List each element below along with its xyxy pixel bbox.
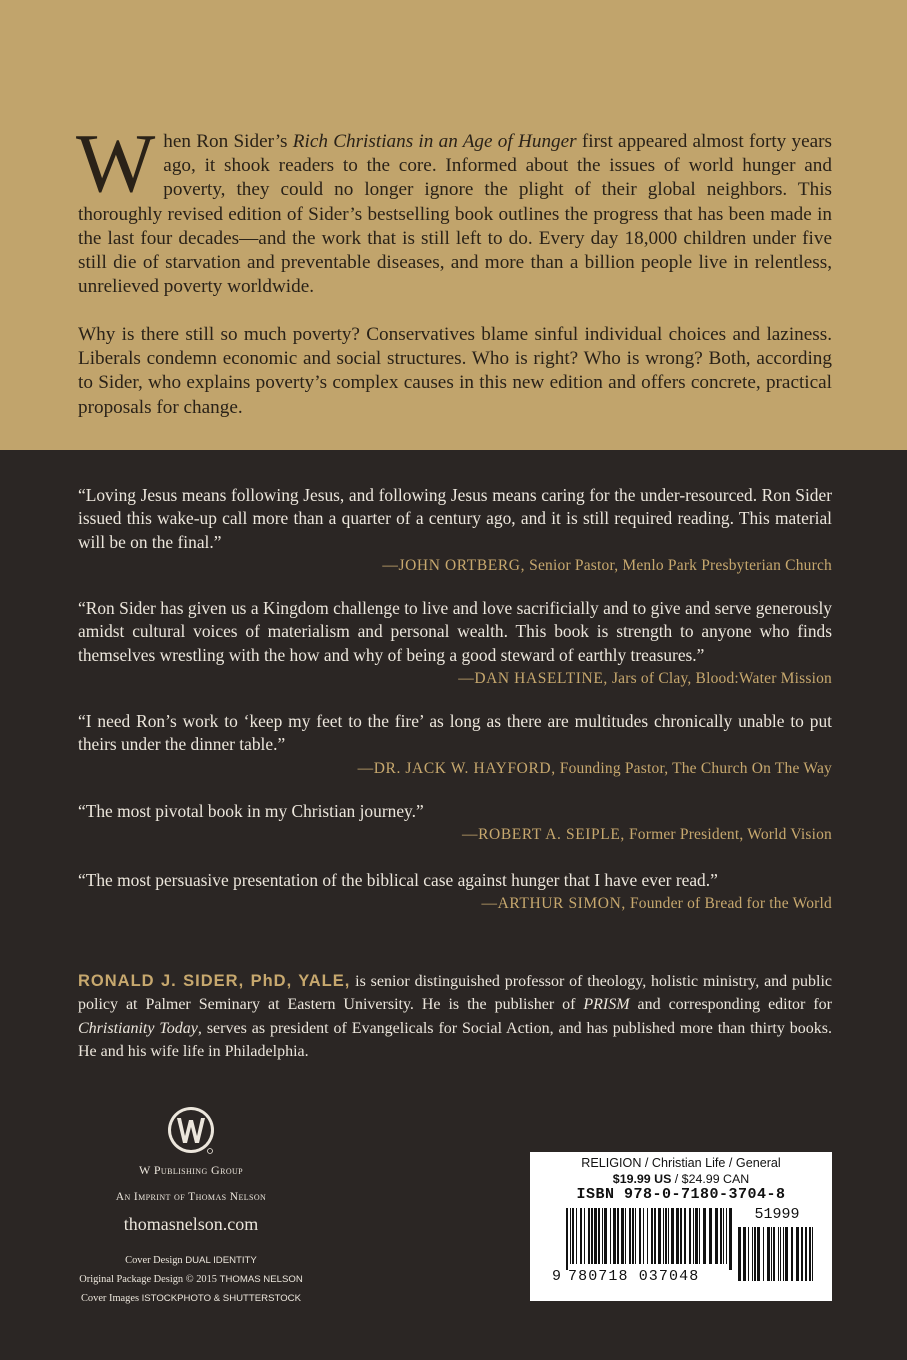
isbn-text: ISBN 978-0-7180-3704-8 [576, 1186, 786, 1203]
endorsement [78, 710, 832, 780]
endorser-name: —DAN HASELTINE, [458, 670, 608, 688]
publication-name: Christianity Today [78, 1019, 198, 1037]
barcode-stripe [684, 1208, 686, 1264]
endorser-name: —ROBERT A. SEIPLE, [462, 826, 625, 844]
barcode-stripe [752, 1227, 753, 1281]
barcode-stripe [757, 1227, 760, 1281]
barcode-stripe [796, 1227, 799, 1281]
barcode-stripe [654, 1208, 656, 1264]
endorsement [78, 869, 832, 915]
barcode-stripe [693, 1208, 694, 1264]
barcode-stripe [591, 1208, 593, 1264]
barcode-stripe [778, 1227, 779, 1281]
barcode-stripe [570, 1208, 571, 1264]
barcode-stripe [754, 1227, 756, 1281]
barcode-stripe [801, 1227, 803, 1281]
credit-label: Cover Images [81, 1293, 142, 1304]
barcode-stripe [613, 1208, 616, 1264]
endorsement-attribution [78, 824, 832, 846]
barcode-stripe [668, 1208, 669, 1264]
publisher-logo-icon [166, 1105, 216, 1159]
barcode-stripe [610, 1208, 611, 1264]
credit-label: Cover Design [125, 1255, 186, 1266]
barcode-stripe [658, 1208, 661, 1264]
barcode-stripe [663, 1208, 664, 1264]
drop-cap: W [76, 117, 156, 210]
barcode-stripe [665, 1208, 667, 1264]
book-title: Rich Christians in an Age of Hunger [292, 131, 577, 152]
credit-value: DUAL IDENTITY [185, 1255, 257, 1266]
publisher-name: W Publishing Group [138, 1163, 244, 1177]
barcode-stripe [617, 1208, 619, 1264]
endorsement-text: “The most pivotal book in my Christian journey.” [78, 801, 424, 821]
barcode-stripe [715, 1208, 718, 1264]
endorsement-text: “Ron Sider has given us a Kingdom challenge to live and love sacrificially and to give and serve generously amidst cultural voices of materialism and personal wealth. This book is strength to anyone who finds themselves wrestling with the how and why of being a good steward of earthly treasures.” [78, 598, 832, 665]
endorser-role: Senior Pastor, Menlo Park Presbyterian Church [525, 557, 832, 575]
barcode-stripe [643, 1208, 644, 1264]
barcode-stripe [651, 1208, 653, 1264]
endorser-name: —DR. JACK W. HAYFORD, [357, 759, 556, 777]
barcode-stripe [647, 1208, 648, 1264]
endorsement-text: “The most persuasive presentation of the biblical case against hunger that I have ever read.” [78, 870, 718, 890]
barcode-stripe [629, 1208, 631, 1264]
blurb-text: first appeared almost forty years ago, it shook readers to the core. Informed about the issues of world hunger and poverty, they could no longer ignore the plight of their global neighbors. This thoroughly revised edition of Sider’s bestselling book outlines the progress that has been made in the last four decades—and the work that is still left to do. Every day 18,000 children under five still die of starvation and preventable diseases, and more than a billion people live in relentless, unrelieved poverty worldwide. [78, 131, 833, 298]
cover-credit [60, 1274, 322, 1285]
barcode-stripe [566, 1208, 568, 1270]
credit-value: THOMAS NELSON [219, 1274, 303, 1285]
endorsement-attribution [78, 758, 832, 780]
blurb-paragraph-1 [76, 117, 833, 299]
blurb-text: hen Ron Sider’s [163, 131, 293, 152]
barcode-stripe [584, 1208, 585, 1264]
barcode-stripe [773, 1227, 775, 1281]
blurb-text: Why is there still so much poverty? Conservatives blame sinful individual choices and laziness. Liberals condemn economic and social structures. Who is right? Who is wrong? Both, according to Sider, who explains poverty’s complex causes in this new edition and offers concrete, practical proposals for change. [78, 324, 832, 418]
barcode-stripe [604, 1208, 607, 1264]
author-name: RONALD J. SIDER, PhD, YALE, [78, 972, 351, 990]
barcode-label [530, 1152, 832, 1301]
barcode-stripe [588, 1208, 590, 1264]
barcode-stripe [594, 1208, 597, 1264]
barcode-stripe [805, 1227, 807, 1281]
endorsement-text: “I need Ron’s work to ‘keep my feet to the fire’ as long as there are multitudes chronically unable to put theirs under the dinner table.” [78, 711, 832, 755]
endorser-role: Former President, World Vision [624, 826, 832, 844]
credit-label: Original Package Design © 2015 [79, 1274, 220, 1285]
endorsement [78, 484, 832, 577]
barcode-stripe [812, 1227, 813, 1281]
barcode-stripe [767, 1227, 770, 1281]
barcode-stripe [783, 1227, 784, 1281]
publisher-url: thomasnelson.com [123, 1214, 259, 1234]
endorser-role: Founder of Bread for the World [625, 895, 832, 913]
addon-barcode-icon [738, 1227, 816, 1281]
endorser-name: —JOHN ORTBERG, [382, 557, 526, 575]
author-bio [78, 970, 832, 1064]
barcode-stripe [572, 1208, 574, 1264]
endorsement [78, 597, 832, 690]
bio-text: and corresponding editor for [629, 996, 832, 1014]
endorsement-attribution [78, 555, 832, 577]
barcode-digits: 780718 037048 [568, 1268, 700, 1285]
bio-text: is senior distinguished professor of theology, holistic ministry, and public policy at Palmer Seminary at Eastern University. He is the publisher of [78, 973, 832, 1014]
endorsement-attribution [78, 893, 832, 915]
barcode-stripe [695, 1208, 698, 1264]
barcode-lead-digit: 9 [552, 1268, 562, 1285]
barcode-stripe [602, 1208, 603, 1264]
barcode-stripe [809, 1227, 811, 1281]
price-text [530, 1172, 832, 1186]
price-addon-digits: 51999 [754, 1206, 800, 1223]
barcode-stripe [785, 1227, 788, 1281]
bio-text: , serves as president of Evangelicals for Social Action, and has published more than thirty books. He and his wife life in Philadelphia. [78, 1019, 832, 1061]
publication-name: PRISM [583, 996, 630, 1014]
price-can: / $24.99 CAN [671, 1172, 750, 1186]
barcode-stripe [676, 1208, 679, 1264]
barcode-stripe [671, 1208, 674, 1264]
barcode-stripe [699, 1208, 700, 1264]
barcode-stripe [621, 1208, 624, 1264]
barcode-icon [566, 1208, 732, 1270]
barcode-stripe [709, 1208, 712, 1264]
endorser-name: —ARTHUR SIMON, [481, 895, 626, 913]
credit-value: ISTOCKPHOTO & SHUTTERSTOCK [141, 1293, 301, 1304]
blurb-paragraph-2 [78, 323, 832, 420]
barcode-stripe [625, 1208, 626, 1264]
barcode-stripe [743, 1227, 746, 1281]
barcode-stripe [729, 1208, 732, 1270]
barcode-stripe [723, 1208, 724, 1264]
barcode-stripe [703, 1208, 706, 1264]
endorsement-attribution [78, 668, 832, 690]
barcode-stripe [771, 1227, 772, 1281]
barcode-stripe [720, 1208, 722, 1264]
barcode-stripe [598, 1208, 600, 1264]
endorser-role: Founding Pastor, The Church On The Way [555, 759, 832, 777]
barcode-stripe [689, 1208, 691, 1264]
barcode-stripe [726, 1208, 727, 1264]
barcode-stripe [738, 1227, 741, 1281]
cover-credit [60, 1255, 322, 1266]
endorsement-text: “Loving Jesus means following Jesus, and following Jesus means caring for the under-resourced. Ron Sider issued this wake-up call more than a quarter of a century ago, and it is still required reading. This material will be on the final.” [78, 485, 832, 552]
cover-credit [60, 1293, 322, 1304]
barcode-stripe [748, 1227, 749, 1281]
barcode-stripe [680, 1208, 682, 1264]
barcode-stripe [780, 1227, 781, 1281]
barcode-stripe [580, 1208, 582, 1264]
barcode-stripe [632, 1208, 634, 1264]
barcode-stripe [791, 1227, 793, 1281]
barcode-stripe [635, 1208, 636, 1264]
barcode-stripe [763, 1227, 764, 1281]
endorsement [78, 800, 832, 846]
category-text: RELIGION / Christian Life / General [581, 1156, 781, 1170]
barcode-stripe [576, 1208, 577, 1264]
price-us: $19.99 US [612, 1172, 672, 1186]
endorser-role: Jars of Clay, Blood:Water Mission [607, 670, 832, 688]
publisher-imprint: An Imprint of Thomas Nelson [115, 1191, 267, 1203]
barcode-stripe [639, 1208, 641, 1264]
